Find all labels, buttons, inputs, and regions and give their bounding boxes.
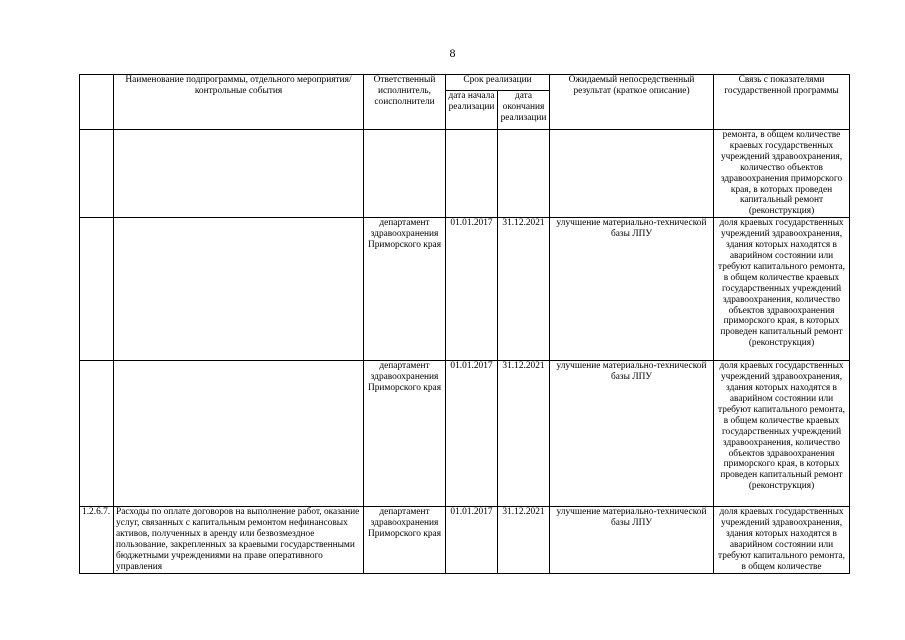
header-link: Связь с показателями государственной программы: [714, 75, 850, 130]
row-end: [498, 130, 550, 218]
header-number: [80, 75, 114, 130]
header-name: Наименование подпрограммы, отдельного мероприятия/контрольные события: [114, 75, 364, 130]
row-result: [550, 130, 714, 218]
header-period: Срок реализации: [446, 75, 550, 91]
row-start: 01.01.2017: [446, 218, 498, 361]
row-start: 01.01.2017: [446, 507, 498, 574]
row-start: 01.01.2017: [446, 361, 498, 507]
row-result: улучшение материально-технической базы ЛПУ: [550, 361, 714, 507]
row-number: [80, 218, 114, 361]
table-row: [80, 130, 850, 218]
row-link: доля краевых государственных учреждений здравоохранения, здания которых находятся в аварийном состоянии или требуют капитального ремонта, в общем количестве: [714, 507, 850, 574]
row-name: [114, 361, 364, 507]
program-table: [79, 74, 850, 574]
row-end: 31.12.2021: [498, 507, 550, 574]
row-end: 31.12.2021: [498, 361, 550, 507]
header-start: дата начала реализации: [446, 91, 498, 130]
row-link: ремонта, в общем количестве краевых государственных учреждений здравоохранения, количество объектов здравоохранения приморского края, в которых проведен капитальный ремонт (реконструкция): [714, 130, 850, 218]
row-result: улучшение материально-технической базы ЛПУ: [550, 218, 714, 361]
row-result: улучшение материально-технической базы ЛПУ: [550, 507, 714, 574]
row-link: доля краевых государственных учреждений здравоохранения, здания которых находятся в аварийном состоянии или требуют капитального ремонта, в общем количестве краевых государственных учреждений здравоохранения, количество объектов здравоохранения приморского края, в которых проведен капитальный ремонт (реконструкция): [714, 218, 850, 361]
row-name: [114, 218, 364, 361]
header-result: Ожидаемый непосредственный результат (краткое описание): [550, 75, 714, 130]
row-executor: [364, 130, 446, 218]
row-end: 31.12.2021: [498, 218, 550, 361]
row-name: Расходы по оплате договоров на выполнение работ, оказание услуг, связанных с капитальным ремонтом нефинансовых активов, полученных в аренду или безвозмездное пользование, закрепленных за краевыми государственными бюджетными учреждениями на праве оперативного управления: [114, 507, 364, 574]
header-end: дата окончания реализации: [498, 91, 550, 130]
row-executor: департамент здравоохранения Приморского края: [364, 507, 446, 574]
header-executor: Ответственный исполнитель, соисполнители: [364, 75, 446, 130]
row-link: доля краевых государственных учреждений здравоохранения, здания которых находятся в аварийном состоянии или требуют капитального ремонта, в общем количестве краевых государственных учреждений здравоохранения, количество объектов здравоохранения приморского края, в которых проведен капитальный ремонт (реконструкция): [714, 361, 850, 507]
row-executor: департамент здравоохранения Приморского края: [364, 361, 446, 507]
row-start: [446, 130, 498, 218]
row-number: [80, 130, 114, 218]
table-header: [80, 75, 850, 130]
row-number: 1.2.6.7.: [80, 507, 114, 574]
row-number: [80, 361, 114, 507]
table-row: [80, 507, 850, 574]
row-executor: департамент здравоохранения Приморского края: [364, 218, 446, 361]
table-row: [80, 218, 850, 361]
table-row: [80, 361, 850, 507]
row-name: [114, 130, 364, 218]
page-number: 8: [449, 46, 456, 60]
